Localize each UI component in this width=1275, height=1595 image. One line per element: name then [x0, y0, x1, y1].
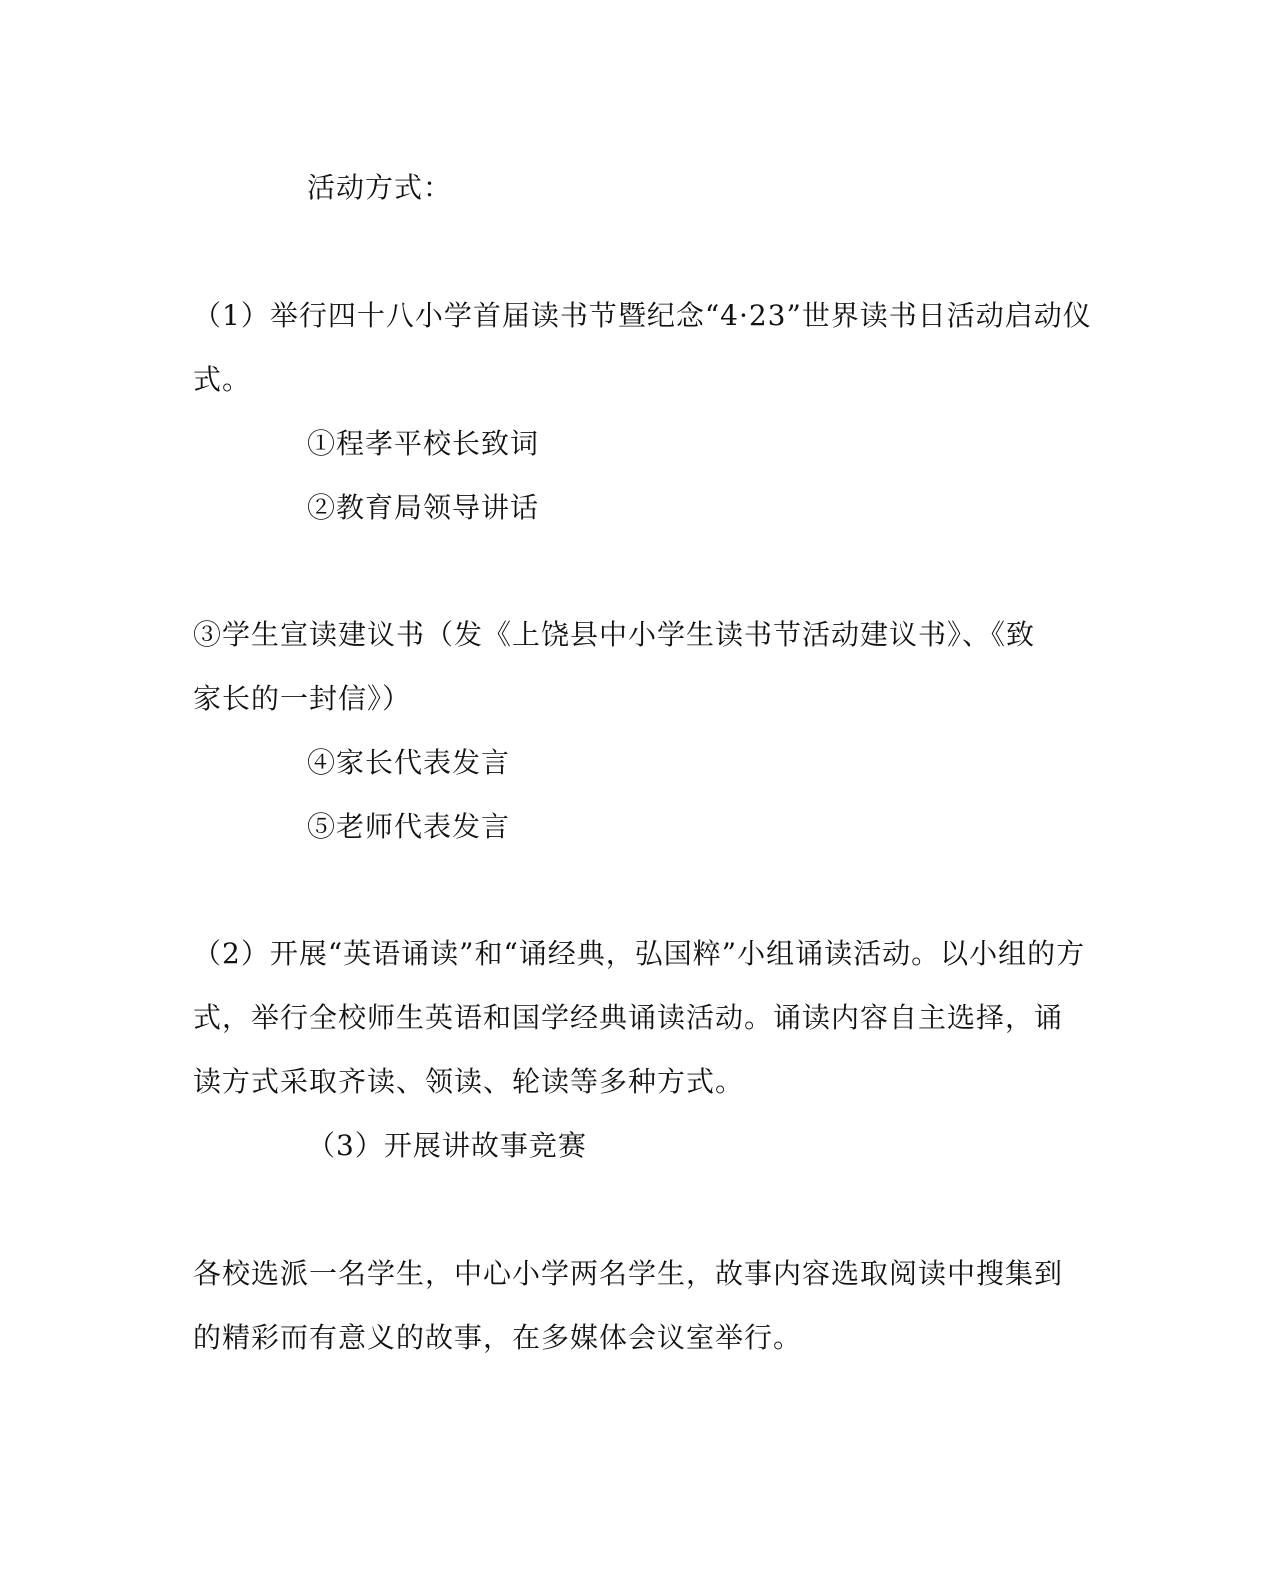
- section1-line1: （1）举行四十八小学首届读书节暨纪念“4·23”世界读书日活动启动仪: [193, 299, 1092, 332]
- section2-line3: 读方式采取齐读、领读、轮读等多种方式。: [193, 1065, 745, 1098]
- section-heading: 活动方式：: [307, 171, 453, 204]
- section2-line2: 式，举行全校师生英语和国学经典诵读活动。诵读内容自主选择，诵: [193, 1001, 1064, 1034]
- section1-item4: ④家长代表发言: [307, 746, 511, 779]
- section1-item5: ⑤老师代表发言: [307, 810, 511, 843]
- section3-line2: 的精彩而有意义的故事，在多媒体会议室举行。: [193, 1321, 803, 1354]
- section2-line1: （2）开展“英语诵读”和“诵经典，弘国粹”小组诵读活动。以小组的方: [193, 937, 1086, 970]
- section1-item3-line2: 家长的一封信》）: [193, 682, 412, 715]
- section1-item3-line1: ③学生宣读建议书（发《上饶县中小学生读书节活动建议书》、《致: [193, 618, 1036, 651]
- section3-line1: 各校选派一名学生，中心小学两名学生，故事内容选取阅读中搜集到: [193, 1257, 1064, 1290]
- section1-item2: ②教育局领导讲话: [307, 491, 540, 524]
- section1-line2: 式。: [193, 363, 252, 396]
- section1-item1: ①程孝平校长致词: [307, 427, 540, 460]
- section3-title: （3）开展讲故事竞赛: [307, 1129, 587, 1162]
